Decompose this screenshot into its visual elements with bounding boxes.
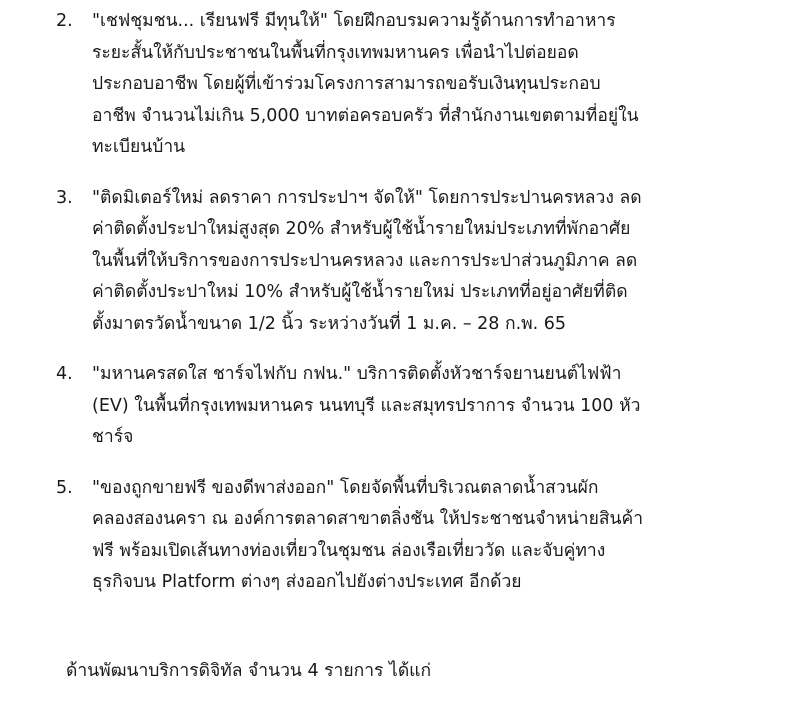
item-text-line: ธุรกิจบน Platform ต่างๆ ส่งออกไปยังต่างประเทศ อีกด้วย: [92, 572, 522, 592]
item-number: 2.: [56, 11, 73, 31]
item-text-line: "มหานครสดใส ชาร์จไฟกับ กฟน." บริการติดตั้งหัวชาร์จยานยนต์ไฟฟ้า: [92, 364, 622, 384]
item-number: 3.: [56, 187, 73, 208]
item-text-line: ในพื้นที่ให้บริการของการประปานครหลวง และการประปาส่วนภูมิภาค ลด: [92, 250, 638, 271]
item-number: 5.: [56, 477, 73, 498]
item-number: 4.: [56, 364, 73, 384]
list-item: [56, 6, 746, 164]
item-text-line: ชาร์จ: [92, 427, 134, 447]
list-item: [56, 183, 746, 341]
item-text-line: ตั้งมาตรวัดน้ำขนาด 1/2 นิ้ว ระหว่างวันที่ 1 ม.ค. – 28 ก.พ. 65: [92, 313, 567, 334]
item-text-line: ประกอบอาชีพ โดยผู้ที่เข้าร่วมโครงการสามารถขอรับเงินทุนประกอบ: [92, 74, 601, 94]
list-item: [56, 359, 746, 454]
item-text-line: ฟรี พร้อมเปิดเส้นทางท่องเที่ยวในชุมชน ล่องเรือเที่ยววัด และจับคู่ทาง: [92, 540, 606, 561]
item-text-line: "ติดมิเตอร์ใหม่ ลดราคา การประปาฯ จัดให้" โดยการประปานครหลวง ลด: [92, 187, 642, 208]
item-text-line: ทะเบียนบ้าน: [92, 137, 186, 157]
item-text-line: (EV) ในพื้นที่กรุงเทพมหานคร นนทบุรี และสมุทรปราการ จำนวน 100 หัว: [92, 395, 641, 416]
item-text-line: "ของถูกขายฟรี ของดีพาส่งออก" โดยจัดพื้นที่บริเวณตลาดน้ำสวนผัก: [92, 477, 599, 498]
item-text-line: คลองสองนครา ณ องค์การตลาดสาขาตลิ่งชัน ให้ประชาชนจำหน่ายสินค้า: [92, 509, 644, 529]
item-text-line: ค่าติดตั้งประปาใหม่สูงสุด 20% สำหรับผู้ใช้น้ำรายใหม่ประเภทที่พักอาศัย: [92, 219, 631, 239]
item-text-line: ค่าติดตั้งประปาใหม่ 10% สำหรับผู้ใช้น้ำรายใหม่ ประเภทที่อยู่อาศัยที่ติด: [92, 282, 628, 302]
section-heading: ด้านพัฒนาบริการดิจิทัล จำนวน 4 รายการ ได้แก่: [66, 661, 432, 681]
list-item: [56, 473, 746, 599]
item-text-line: อาชีพ จำนวนไม่เกิน 5,000 บาทต่อครอบครัว ที่สำนักงานเขตตามที่อยู่ใน: [92, 105, 639, 126]
item-text-line: ระยะสั้นให้กับประชาชนในพื้นที่กรุงเทพมหานคร เพื่อนำไปต่อยอด: [92, 42, 579, 63]
numbered-list: [56, 6, 746, 618]
item-text-line: "เชฟชุมชน... เรียนฟรี มีทุนให้" โดยฝึกอบรมความรู้ด้านการทำอาหาร: [92, 11, 616, 31]
